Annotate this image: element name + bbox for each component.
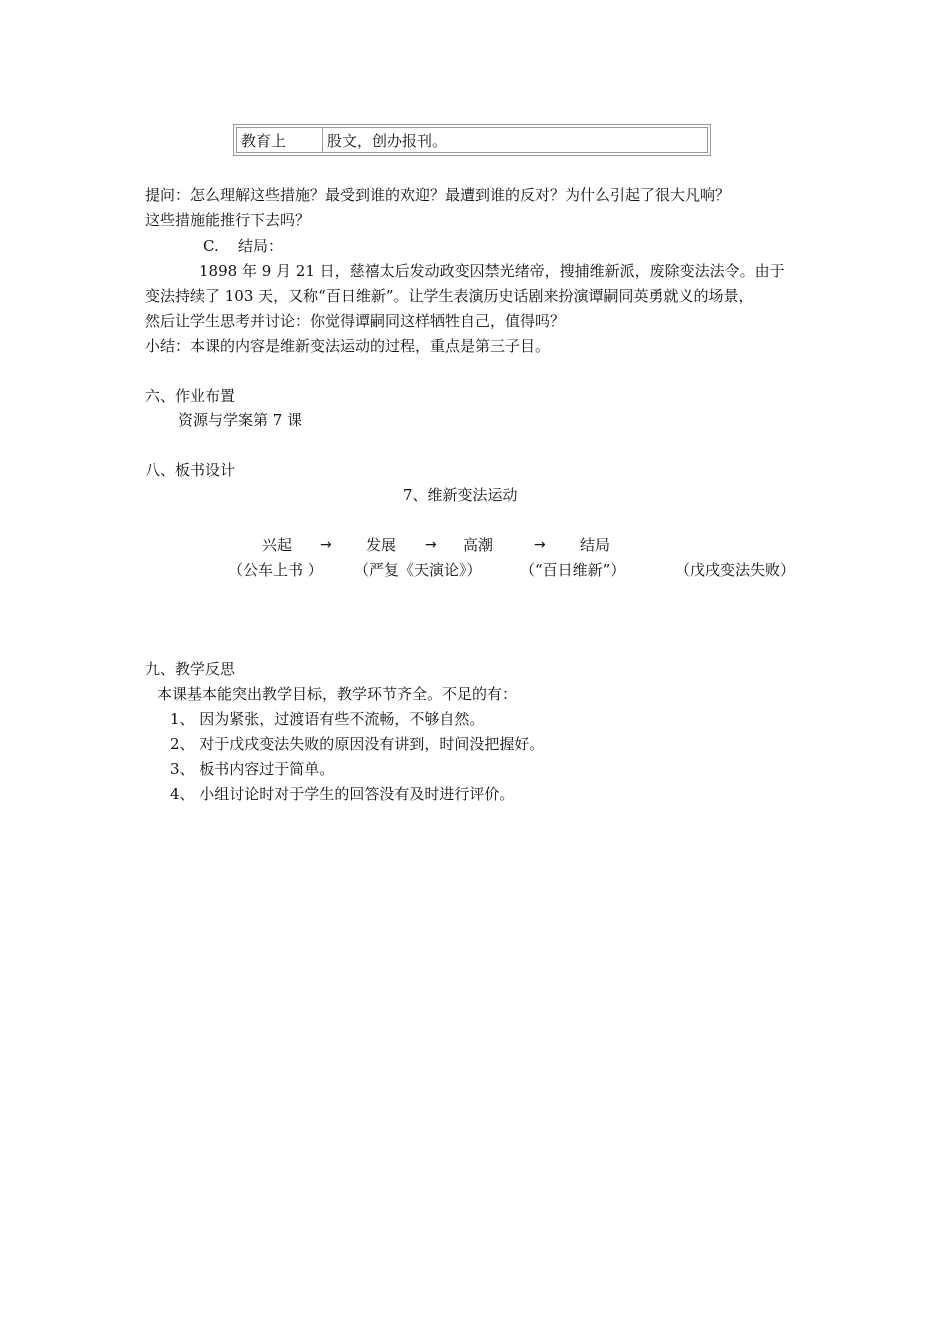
- list-item: 3、 板书内容过于简单。: [170, 760, 335, 778]
- board-heading: 八、板书设计: [145, 461, 236, 479]
- board-note-4: （戊戌变法失败）: [675, 561, 796, 579]
- table-cell-content: 股文，创办报刊。: [327, 132, 448, 150]
- section-c-line-1: 1898 年 9 月 21 日，慈禧太后发动政变囚禁光绪帝，搜捕维新派，废除变法法令。由于: [199, 262, 785, 280]
- arrow-right-icon: →: [320, 537, 332, 553]
- board-title: 7、维新变法运动: [403, 486, 518, 504]
- list-item: 4、 小组讨论时对于学生的回答没有及时进行评价。: [170, 785, 515, 803]
- arrow-right-icon: →: [534, 537, 546, 553]
- table-cell-category: 教育上: [237, 128, 323, 152]
- list-item: 2、 对于戊戌变法失败的原因没有讲到，时间没把握好。: [170, 735, 545, 753]
- board-stage-3: 高潮: [463, 536, 494, 554]
- question-line-2: 这些措施能推行下去吗？: [145, 211, 311, 229]
- board-note-2: （严复《天演论》）: [354, 561, 482, 579]
- board-stage-1: 兴起: [262, 536, 293, 554]
- homework-heading: 六、作业布置: [145, 387, 236, 405]
- list-item: 1、 因为紧张，过渡语有些不流畅，不够自然。: [170, 710, 485, 728]
- reflection-heading: 九、教学反思: [145, 660, 236, 678]
- section-c-marker: C.: [203, 237, 219, 255]
- board-stage-4: 结局: [580, 536, 611, 554]
- section-c-title: 结局：: [238, 237, 284, 255]
- section-c-line-2: 变法持续了 103 天，又称“百日维新”。让学生表演历史话剧来扮演谭嗣同英勇就义的场景，: [145, 287, 754, 305]
- reflection-intro: 本课基本能突出教学目标，教学环节齐全。不足的有：: [157, 685, 518, 703]
- measures-table: [233, 124, 711, 156]
- arrow-right-icon: →: [425, 537, 437, 553]
- board-stage-2: 发展: [366, 536, 397, 554]
- homework-content: 资源与学案第 7 课: [178, 411, 303, 429]
- question-line-1: 提问：怎么理解这些措施？最受到谁的欢迎？最遭到谁的反对？为什么引起了很大凡响？: [145, 186, 731, 204]
- board-note-3: （“百日维新”）: [520, 561, 626, 579]
- section-c-line-3: 然后让学生思考并讨论：你觉得谭嗣同这样牺牲自己，值得吗？: [145, 312, 566, 330]
- lesson-summary: 小结：本课的内容是维新变法运动的过程，重点是第三子目。: [145, 337, 551, 355]
- table-row: [236, 127, 708, 153]
- board-note-1: （公车上书 ）: [228, 561, 323, 579]
